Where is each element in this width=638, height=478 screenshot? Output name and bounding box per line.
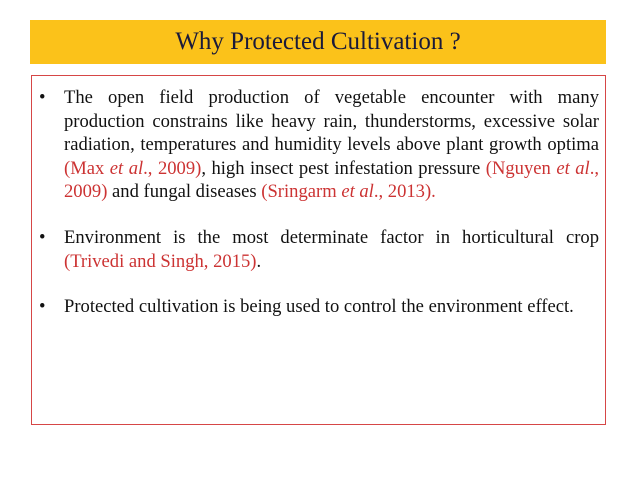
bullet-item-1	[39, 86, 599, 204]
citation-max: (Max et al., 2009)	[64, 157, 202, 179]
bullet-text: .	[256, 250, 262, 272]
bullet-text: Protected cultivation is being used to control the environment effect.	[64, 296, 574, 318]
bullet-text: Environment is the most determinate factor in horticultural crop	[64, 226, 599, 248]
bullet-marker: •	[39, 226, 46, 248]
citation-sringarm: (Sringarm et al., 2013).	[261, 181, 436, 203]
citation-trivedi: (Trivedi and Singh, 2015)	[64, 250, 257, 272]
slide-title: Why Protected Cultivation ?	[175, 28, 461, 55]
citation-nguyen: (Nguyen et al., 2009)	[64, 157, 599, 203]
bullet-text: The open field production of vegetable encounter with many production constrains like heavy rain, thunderstorms, excessive solar radiation, temperatures and humidity levels above plant growth optima	[64, 87, 599, 156]
bullet-marker: •	[39, 87, 46, 108]
bullet-text: and fungal diseases	[107, 181, 262, 203]
bullet-marker: •	[39, 296, 46, 318]
bullet-item-3	[39, 295, 599, 319]
bullet-item-2	[39, 226, 599, 273]
title-banner	[30, 20, 606, 64]
content-box	[31, 75, 606, 425]
bullet-text: , high insect pest infestation pressure	[201, 157, 486, 179]
